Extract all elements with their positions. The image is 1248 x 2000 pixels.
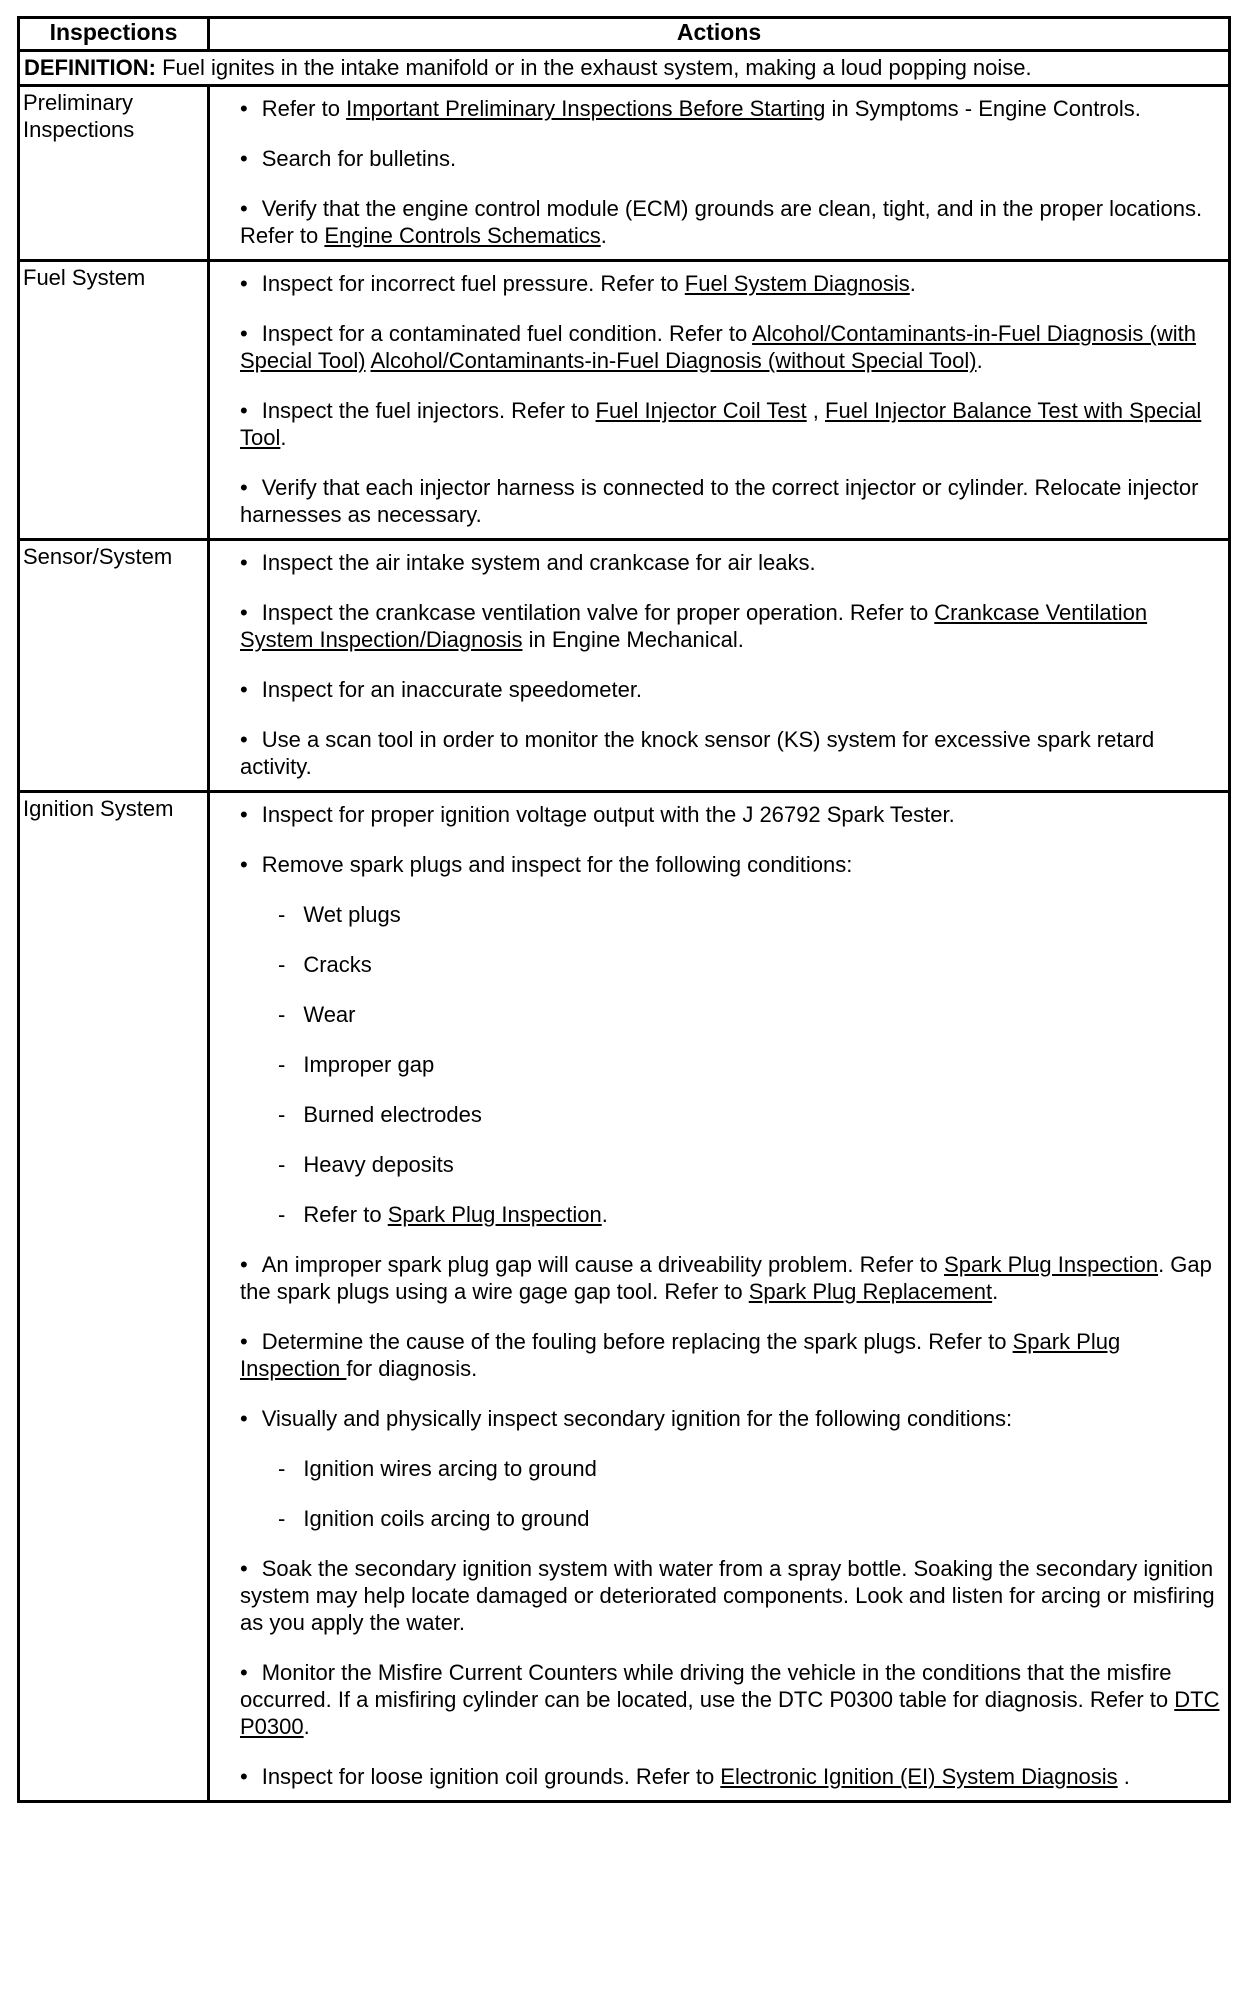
list-item: • Soak the secondary ignition system with water from a spray bottle. Soaking the secondary ignition system may help locate damaged or deteriorated components. Look and listen for arcing or misfiring as you apply the water. [240, 1555, 1222, 1636]
actions-cell-fuel-system [209, 261, 1230, 540]
list-item: • Refer to Important Preliminary Inspections Before Starting in Symptoms - Engine Controls. [240, 95, 1222, 122]
list-item: • Remove spark plugs and inspect for the following conditions: [240, 851, 1222, 878]
definition-label: DEFINITION: [24, 55, 156, 80]
sub-item: - Burned electrodes [278, 1101, 1222, 1128]
table-row-fuel-system [19, 261, 1230, 540]
list-item: • Verify that the engine control module (ECM) grounds are clean, tight, and in the proper locations. Refer to Engine Controls Schematics. [240, 195, 1222, 249]
list-item: • An improper spark plug gap will cause a driveability problem. Refer to Spark Plug Inspection. Gap the spark plugs using a wire gage gap tool. Refer to Spark Plug Replacement. [240, 1251, 1222, 1305]
row-label-sensor-system: Sensor/System [19, 540, 209, 792]
actions-cell-preliminary [209, 86, 1230, 261]
list-item: • Inspect for incorrect fuel pressure. Refer to Fuel System Diagnosis. [240, 270, 1222, 297]
actions-cell-sensor-system [209, 540, 1230, 792]
list-item: • Inspect for an inaccurate speedometer. [240, 676, 1222, 703]
sub-item: - Wear [278, 1001, 1222, 1028]
header-row [19, 18, 1230, 51]
link-spark-plug-replacement[interactable]: Spark Plug Replacement [748, 1279, 993, 1304]
table-row-ignition-system [19, 792, 1230, 1802]
definition-cell [19, 51, 1230, 86]
link-important-preliminary-inspections[interactable]: Important Preliminary Inspections Before Starting [346, 96, 826, 121]
link-fuel-injector-coil-test[interactable]: Fuel Injector Coil Test [595, 398, 807, 423]
sub-item: - Cracks [278, 951, 1222, 978]
link-fuel-system-diagnosis[interactable]: Fuel System Diagnosis [684, 271, 910, 296]
sub-item: - Improper gap [278, 1051, 1222, 1078]
list-item: • Search for bulletins. [240, 145, 1222, 172]
actions-header: Actions [209, 18, 1230, 51]
list-item: • Visually and physically inspect secondary ignition for the following conditions: [240, 1405, 1222, 1432]
list-item: • Inspect for loose ignition coil grounds. Refer to Electronic Ignition (EI) System Diagnosis . [240, 1763, 1222, 1790]
table-row-preliminary [19, 86, 1230, 261]
list-item: • Determine the cause of the fouling before replacing the spark plugs. Refer to Spark Plug Inspection for diagnosis. [240, 1328, 1222, 1382]
list-item: • Monitor the Misfire Current Counters while driving the vehicle in the conditions that the misfire occurred. If a misfiring cylinder can be located, use the DTC P0300 table for diagnosis. Refer to DTC P0300. [240, 1659, 1222, 1740]
link-spark-plug-inspection[interactable]: Spark Plug Inspection [944, 1252, 1159, 1277]
link-ei-system-diagnosis[interactable]: Electronic Ignition (EI) System Diagnosis [720, 1764, 1118, 1789]
sub-item: - Heavy deposits [278, 1151, 1222, 1178]
row-label-fuel-system: Fuel System [19, 261, 209, 540]
definition-text: Fuel ignites in the intake manifold or in the exhaust system, making a loud popping noise. [156, 55, 1032, 80]
link-spark-plug-inspection[interactable]: Spark Plug Inspection [240, 1329, 1121, 1381]
list-item: • Inspect for proper ignition voltage output with the J 26792 Spark Tester. [240, 801, 1222, 828]
diagnostic-table [17, 16, 1231, 1803]
actions-cell-ignition-system [209, 792, 1230, 1802]
list-item: • Inspect the fuel injectors. Refer to Fuel Injector Coil Test , Fuel Injector Balance Test with Special Tool. [240, 397, 1222, 451]
definition-row [19, 51, 1230, 86]
list-item: • Use a scan tool in order to monitor the knock sensor (KS) system for excessive spark retard activity. [240, 726, 1222, 780]
link-spark-plug-inspection[interactable]: Spark Plug Inspection [387, 1202, 602, 1227]
sub-item: - Refer to Spark Plug Inspection. [278, 1201, 1222, 1228]
sub-item: - Ignition wires arcing to ground [278, 1455, 1222, 1482]
diagnostic-table-container [17, 16, 1231, 1803]
link-fuel-injector-balance-test[interactable]: Fuel Injector Balance Test with Special Tool [240, 398, 1202, 450]
row-label-preliminary: Preliminary Inspections [19, 86, 209, 261]
link-contaminants-without-tool[interactable]: Alcohol/Contaminants-in-Fuel Diagnosis (without Special Tool) [370, 348, 977, 373]
row-label-ignition-system: Ignition System [19, 792, 209, 1802]
link-contaminants-with-tool[interactable]: Alcohol/Contaminants-in-Fuel Diagnosis (with Special Tool) [240, 321, 1196, 373]
table-row-sensor-system [19, 540, 1230, 792]
sub-item: - Ignition coils arcing to ground [278, 1505, 1222, 1532]
link-dtc-p0300[interactable]: DTC P0300 [240, 1687, 1220, 1739]
link-crankcase-ventilation[interactable]: Crankcase Ventilation System Inspection/Diagnosis [240, 600, 1148, 652]
list-item: • Inspect the air intake system and crankcase for air leaks. [240, 549, 1222, 576]
list-item: • Verify that each injector harness is connected to the correct injector or cylinder. Relocate injector harnesses as necessary. [240, 474, 1222, 528]
list-item: • Inspect for a contaminated fuel condition. Refer to Alcohol/Contaminants-in-Fuel Diagnosis (with Special Tool) Alcohol/Contaminants-in-Fuel Diagnosis (without Special Tool). [240, 320, 1222, 374]
link-engine-controls-schematics[interactable]: Engine Controls Schematics [324, 223, 601, 248]
list-item: • Inspect the crankcase ventilation valve for proper operation. Refer to Crankcase Ventilation System Inspection/Diagnosis in Engine Mechanical. [240, 599, 1222, 653]
sub-item: - Wet plugs [278, 901, 1222, 928]
inspections-header: Inspections [19, 18, 209, 51]
